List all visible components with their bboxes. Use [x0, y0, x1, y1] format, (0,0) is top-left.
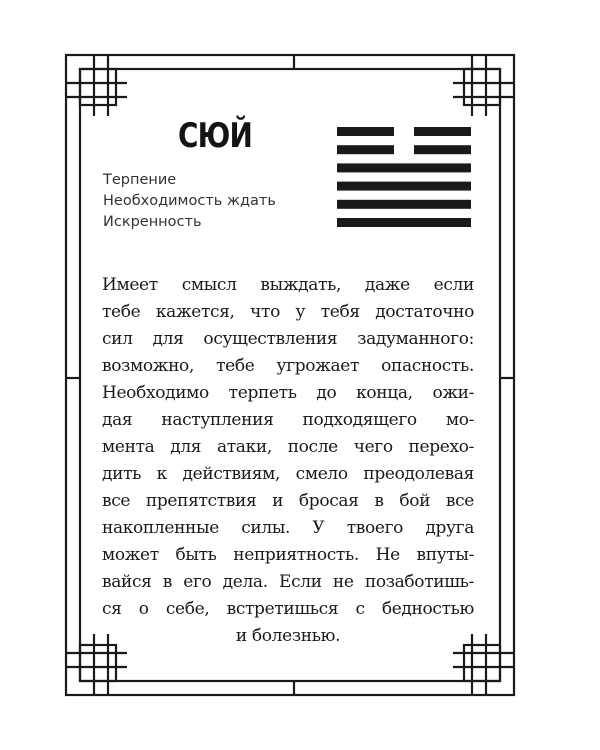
corner-ornament-top-left [66, 55, 127, 116]
keyword-list [103, 170, 276, 233]
hexagram-solid-line [337, 163, 471, 172]
text-line: ся о себе, встретишься с бедностью [102, 599, 474, 619]
hexagram-broken-line-left [337, 145, 394, 154]
text-line: тебе кажется, что у тебя достаточно [102, 302, 474, 322]
hexagram-solid-line [337, 200, 471, 209]
text-line: Необходимо терпеть до конца, ожи- [102, 383, 474, 403]
text-line: дить к действиям, смело преодолевая [102, 464, 474, 484]
keyword-item: Терпение [103, 172, 177, 188]
hexagram-broken-line-left [337, 127, 394, 136]
hexagram-solid-line [337, 182, 471, 191]
hexagram-broken-line-right [414, 145, 471, 154]
text-line: сил для осуществления задуманного: [102, 329, 474, 349]
text-line: все препятствия и бросая в бой все [102, 491, 474, 511]
text-line: накопленные силы. У твоего друга [102, 518, 474, 538]
text-line: может быть неприятность. Не впуты- [102, 545, 474, 565]
hexagram-icon [337, 127, 471, 227]
text-line: мента для атаки, после чего перехо- [102, 437, 474, 457]
card-title: СЮЙ [177, 116, 253, 156]
text-line: Имеет смысл выждать, даже если [102, 275, 474, 295]
keyword-item: Искренность [103, 214, 202, 230]
card-description [102, 272, 474, 650]
hexagram-solid-line [337, 218, 471, 227]
text-line: возможно, тебе угрожает опасность. [102, 356, 474, 376]
hexagram-broken-line-right [414, 127, 471, 136]
text-line: и болезнью. [235, 626, 341, 646]
text-line: дая наступления подходящего мо- [102, 410, 474, 430]
text-line: вайся в его дела. Если не позаботишь- [102, 572, 474, 592]
keyword-item: Необходимость ждать [103, 193, 276, 209]
corner-ornament-top-right [453, 55, 514, 116]
